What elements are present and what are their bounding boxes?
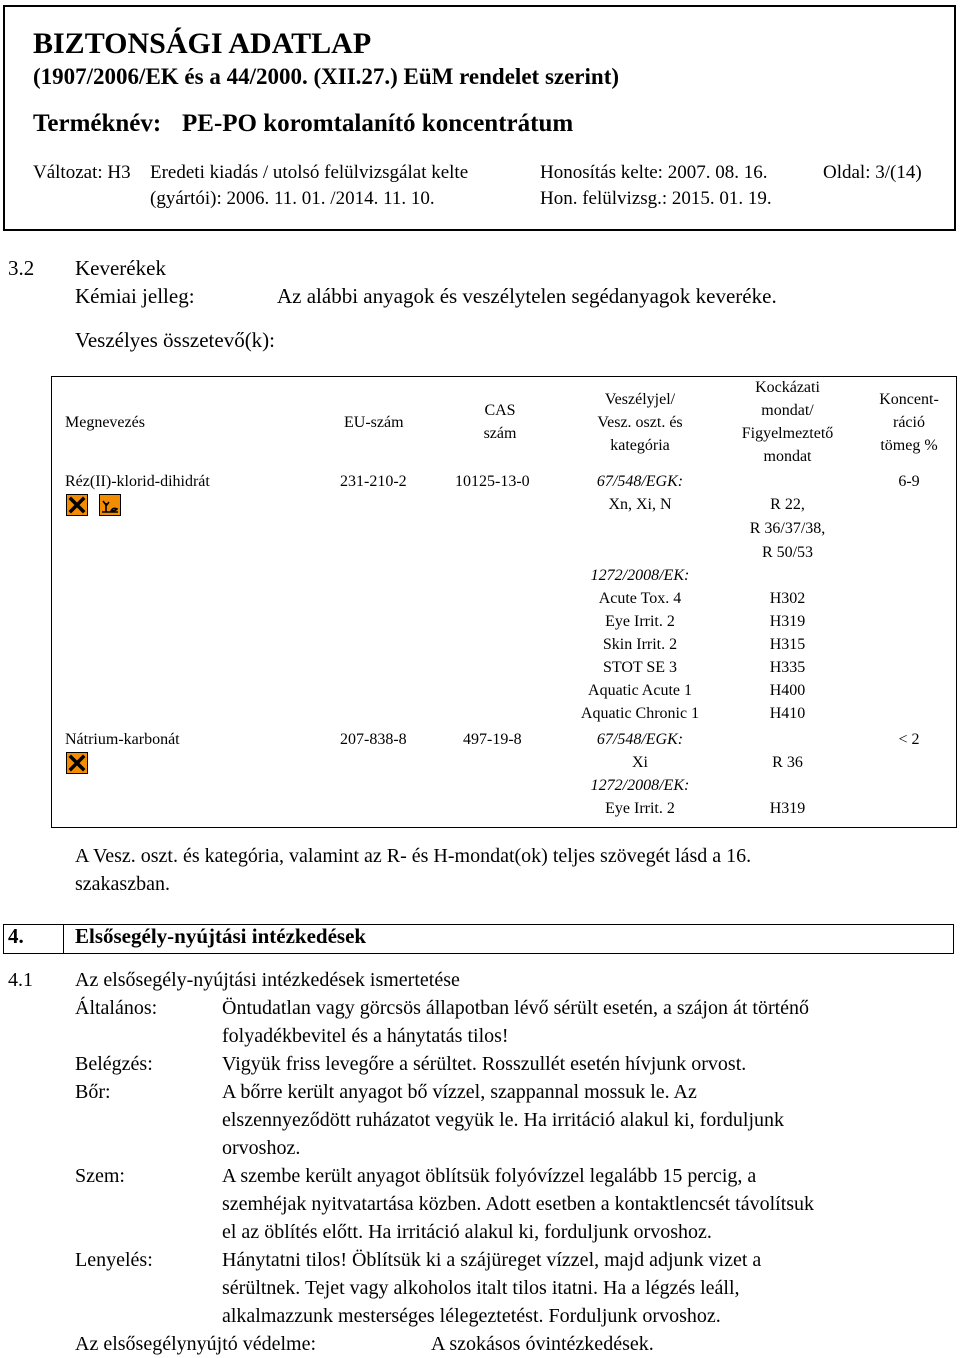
row1-class-line: Aquatic Acute 1 (588, 682, 692, 699)
row2-class-line: Xi (632, 754, 648, 771)
document-title: BIZTONSÁGI ADATLAP (33, 27, 372, 60)
harmful-x-icon (66, 494, 88, 516)
first-aid-ingestion-text: sérültnek. Tejet vagy alkoholos italt tilos itatni. Ha a légzés leáll, (222, 1277, 740, 1299)
section-4-divider (63, 924, 64, 954)
first-aid-inhalation-label: Belégzés: (75, 1053, 153, 1075)
row1-risk-line: R 22, (770, 496, 805, 513)
section-41-number: 4.1 (8, 969, 33, 991)
col-header-conc-2: ráció (893, 414, 925, 431)
row1-concentration: 6-9 (898, 473, 920, 490)
first-aid-inhalation-text: Vigyük friss levegőre a sérültet. Rosszullét esetén hívjunk orvost. (222, 1053, 747, 1075)
row1-class-line: 1272/2008/EK: (590, 567, 690, 584)
row1-risk-line: R 50/53 (761, 544, 814, 561)
row2-cas: 497-19-8 (463, 731, 522, 748)
version: Változat: H3 (33, 162, 131, 183)
first-aider-protection-label: Az elsősegélynyújtó védelme: (75, 1333, 317, 1355)
row1-eu: 231-210-2 (340, 473, 407, 490)
col-header-risk-2: mondat/ (761, 402, 814, 419)
row1-risk-line: H335 (769, 659, 806, 676)
row2-class-line: Eye Irrit. 2 (605, 800, 675, 817)
regulation-subtitle: (1907/2006/EK és a 44/2000. (XII.27.) EüM rendelet szerint) (33, 64, 620, 89)
section-4-title: Elsősegély-nyújtási intézkedések (75, 924, 367, 948)
row2-risk-line: H319 (769, 800, 806, 817)
chemical-nature-value: Az alábbi anyagok és veszélytelen segédanyagok keveréke. (277, 284, 777, 308)
section-32-number: 3.2 (8, 256, 35, 280)
first-aid-ingestion-text: alkalmazzunk mesterséges lélegeztetést. Forduljunk orvoshoz. (222, 1305, 721, 1327)
row1-class-line: Acute Tox. 4 (598, 590, 682, 607)
section-32-title: Keverékek (75, 256, 166, 280)
table-note: A Vesz. oszt. és kategória, valamint az R- és H-mondat(ok) teljes szövegét lásd a 16. (75, 845, 752, 867)
row1-class-line: 67/548/EGK: (596, 473, 684, 490)
table-note-continued: szakaszban. (75, 873, 170, 895)
first-aid-ingestion-label: Lenyelés: (75, 1249, 153, 1271)
row1-class-line: STOT SE 3 (602, 659, 678, 676)
first-aid-general-text: Öntudatlan vagy görcsös állapotban lévő sérült esetén, a szájon át történő (222, 997, 810, 1019)
col-header-eu: EU-szám (344, 414, 404, 431)
row1-class-line: Xn, Xi, N (608, 496, 672, 513)
section-4-number: 4. (8, 924, 24, 948)
row2-concentration: < 2 (898, 731, 920, 748)
first-aid-ingestion-text: Hánytatni tilos! Öblítsük ki a szájüreget vízzel, majd adjunk vizet a (222, 1249, 762, 1271)
row1-risk-line: H400 (769, 682, 806, 699)
row1-risk-line: H315 (769, 636, 806, 653)
chemical-nature-label: Kémiai jelleg: (75, 284, 195, 308)
page-number: Oldal: 3/(14) (823, 162, 922, 183)
review-date: Hon. felülvizsg.: 2015. 01. 19. (540, 188, 772, 209)
approval-date: Honosítás kelte: 2007. 08. 16. (540, 162, 768, 183)
first-aid-eye-text: A szembe került anyagot öblítsük folyóvízzel legalább 15 percig, a (222, 1165, 757, 1187)
row2-name: Nátrium-karbonát (65, 731, 180, 748)
col-header-name: Megnevezés (65, 414, 145, 431)
product-name: PE-PO koromtalanító koncentrátum (182, 110, 574, 137)
col-header-cas-1: CAS (484, 402, 516, 419)
row1-class-line: Skin Irrit. 2 (602, 636, 678, 653)
product-label: Terméknév: (33, 110, 162, 137)
first-aid-eye-text: szemhéjak nyitvatartása közben. Adott esetben a kontaktlencsét távolítsuk (222, 1193, 815, 1215)
row1-risk-line: H302 (769, 590, 806, 607)
col-header-cas-2: szám (483, 425, 517, 442)
col-header-conc-1: Koncent- (879, 391, 939, 408)
first-aid-general-label: Általános: (75, 997, 158, 1019)
first-aid-skin-text: orvoshoz. (222, 1137, 301, 1159)
col-header-risk-4: mondat (763, 448, 812, 465)
environment-hazard-icon (99, 494, 121, 516)
col-header-conc-3: tömeg % (880, 437, 938, 454)
first-aid-eye-label: Szem: (75, 1165, 125, 1187)
col-header-risk-1: Kockázati (755, 379, 820, 396)
row1-class-line: Eye Irrit. 2 (605, 613, 675, 630)
col-header-risk-3: Figyelmeztető (741, 425, 834, 442)
row1-cas: 10125-13-0 (455, 473, 530, 490)
row1-name: Réz(II)-klorid-dihidrát (65, 473, 210, 490)
row2-risk-line: R 36 (772, 754, 803, 771)
first-aid-eye-text: el az öblítés előtt. Ha irritáció alakul ki, forduljunk orvoshoz. (222, 1221, 712, 1243)
original-issue: Eredeti kiadás / utolsó felülvizsgálat kelte (150, 162, 469, 183)
col-header-class-1: Veszélyjel/ (604, 391, 676, 408)
row1-risk-line: H410 (769, 705, 806, 722)
hazardous-components-label: Veszélyes összetevő(k): (75, 328, 276, 352)
first-aid-skin-text: A bőrre került anyagot bő vízzel, szappannal mossuk le. Az (222, 1081, 697, 1103)
row2-eu: 207-838-8 (340, 731, 407, 748)
harmful-x-icon (66, 752, 88, 774)
issue-dates: (gyártói): 2006. 11. 01. /2014. 11. 10. (150, 188, 435, 209)
col-header-class-3: kategória (610, 437, 670, 454)
row1-class-line: Aquatic Chronic 1 (580, 705, 700, 722)
section-41-title: Az elsősegély-nyújtási intézkedések ismertetése (75, 969, 460, 991)
first-aider-protection-value: A szokásos óvintézkedések. (431, 1333, 654, 1355)
row1-risk-line: H319 (769, 613, 806, 630)
row1-risk-line: R 36/37/38, (749, 520, 826, 537)
row2-class-line: 1272/2008/EK: (590, 777, 690, 794)
first-aid-skin-text: elszennyeződött ruházatot vegyük le. Ha irritáció alakul ki, forduljunk (222, 1109, 785, 1131)
first-aid-skin-label: Bőr: (75, 1081, 111, 1103)
row2-class-line: 67/548/EGK: (596, 731, 684, 748)
col-header-class-2: Vesz. oszt. és (597, 414, 683, 431)
first-aid-general-text: folyadékbevitel és a hánytatás tilos! (222, 1025, 509, 1047)
